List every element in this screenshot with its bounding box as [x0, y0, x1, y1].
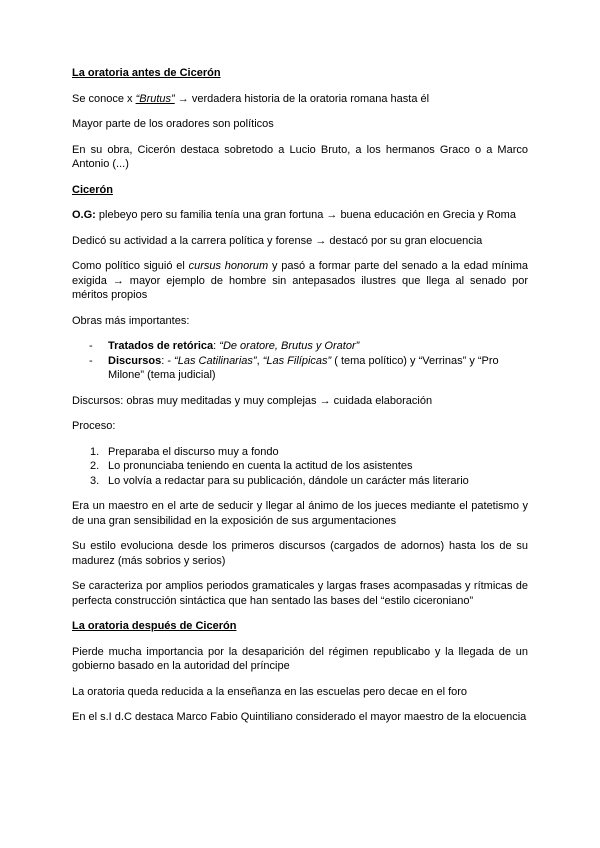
paragraph-obra: En su obra, Cicerón destaca sobretodo a Lucio Bruto, a los hermanos Graco o a Marco Antonio (...): [72, 143, 528, 170]
paragraph-caracteriza: Se caracteriza por amplios periodos gramaticales y largas frases acompasadas y rítmicas de perfecta construcción sintáctica que han sentado las bases del “estilo ciceroniano”: [72, 580, 528, 607]
tratados-label: Tratados de retórica: [108, 340, 214, 352]
og-label: O.G:: [72, 209, 96, 221]
heading-antes: La oratoria antes de Cicerón: [72, 67, 221, 79]
discursos-label: Discursos: [108, 354, 162, 367]
document-page: [72, 66, 528, 736]
text-span: Como político siguió el: [72, 260, 189, 272]
catilinarias-title: “Las Catilinarias”: [174, 354, 257, 367]
paragraph-politico: [72, 259, 528, 303]
paragraph-reducida: La oratoria queda reducida a la enseñanza en las escuelas pero decae en el foro: [72, 685, 468, 698]
filipicas-title: “Las Filípicas”: [262, 354, 332, 367]
paragraph-discursos: Discursos: obras muy meditadas y muy complejas → cuidada elaboración: [72, 394, 433, 407]
text-span: : -: [161, 354, 175, 367]
list-text: Lo volvía a redactar para su publicación, dándole un carácter más literario: [108, 474, 469, 487]
list-number: 3.: [90, 474, 100, 487]
text-span: :: [213, 340, 220, 352]
paragraph-proceso-intro: Proceso:: [72, 420, 116, 432]
brutus-title: “Brutus”: [135, 92, 175, 105]
paragraph-pierde: Pierde mucha importancia por la desaparición del régimen republicabo y la llegada de un gobierno basado en la autoridad del príncipe: [72, 645, 528, 672]
obras-list: [72, 339, 528, 383]
paragraph-oradores: Mayor parte de los oradores son políticos: [72, 118, 274, 130]
list-text: Lo pronunciaba teniendo en cuenta la actitud de los asistentes: [108, 460, 413, 472]
list-item: [72, 459, 528, 474]
paragraph-dedico: Dedicó su actividad a la carrera política y forense → destacó por su gran elocuencia: [72, 234, 483, 247]
text-span: ( tema político) y “Verrinas” y “Pro Milone” (tema judicial): [108, 354, 499, 381]
list-item: [72, 339, 528, 354]
text-span: Se conoce x: [72, 92, 136, 105]
tratados-works: “De oratore, Brutus y Orator”: [219, 340, 360, 352]
text-span: y pasó a formar parte del senado a la edad mínima exigida → mayor ejemplo de hombre sin antepasados ilustres que llega al senado por méritos propios: [72, 260, 528, 301]
heading-ciceron: Cicerón: [72, 183, 113, 196]
paragraph-estilo: Su estilo evoluciona desde los primeros discursos (cargados de adornos) hasta los de su madurez (más sobrios y serios): [72, 540, 528, 567]
text-span: ,: [256, 354, 263, 367]
proceso-list: [72, 445, 528, 489]
paragraph-obras-intro: Obras más importantes:: [72, 314, 190, 327]
paragraph-maestro: Era un maestro en el arte de seducir y llegar al ánimo de los jueces mediante el patetismo y de una gran sensibilidad en la exposición de sus argumentaciones: [72, 500, 528, 527]
list-text: Preparaba el discurso muy a fondo: [108, 445, 279, 458]
text-span: plebeyo pero su familia tenía una gran fortuna → buena educación en Grecia y Roma: [95, 209, 516, 221]
paragraph-quintiliano: En el s.I d.C destaca Marco Fabio Quintiliano considerado el mayor maestro de la elocuencia: [72, 711, 527, 723]
paragraph-brutus: [72, 92, 528, 107]
list-item: [72, 354, 528, 383]
heading-despues: La oratoria después de Cicerón: [72, 620, 237, 632]
text-span: → verdadera historia de la oratoria romana hasta él: [174, 92, 430, 105]
list-number: 1.: [90, 445, 100, 458]
list-item: [72, 474, 528, 489]
list-number: 2.: [90, 460, 100, 472]
list-item: [72, 445, 528, 460]
cursus-honorum: cursus honorum: [188, 260, 269, 272]
paragraph-og: [72, 208, 528, 223]
